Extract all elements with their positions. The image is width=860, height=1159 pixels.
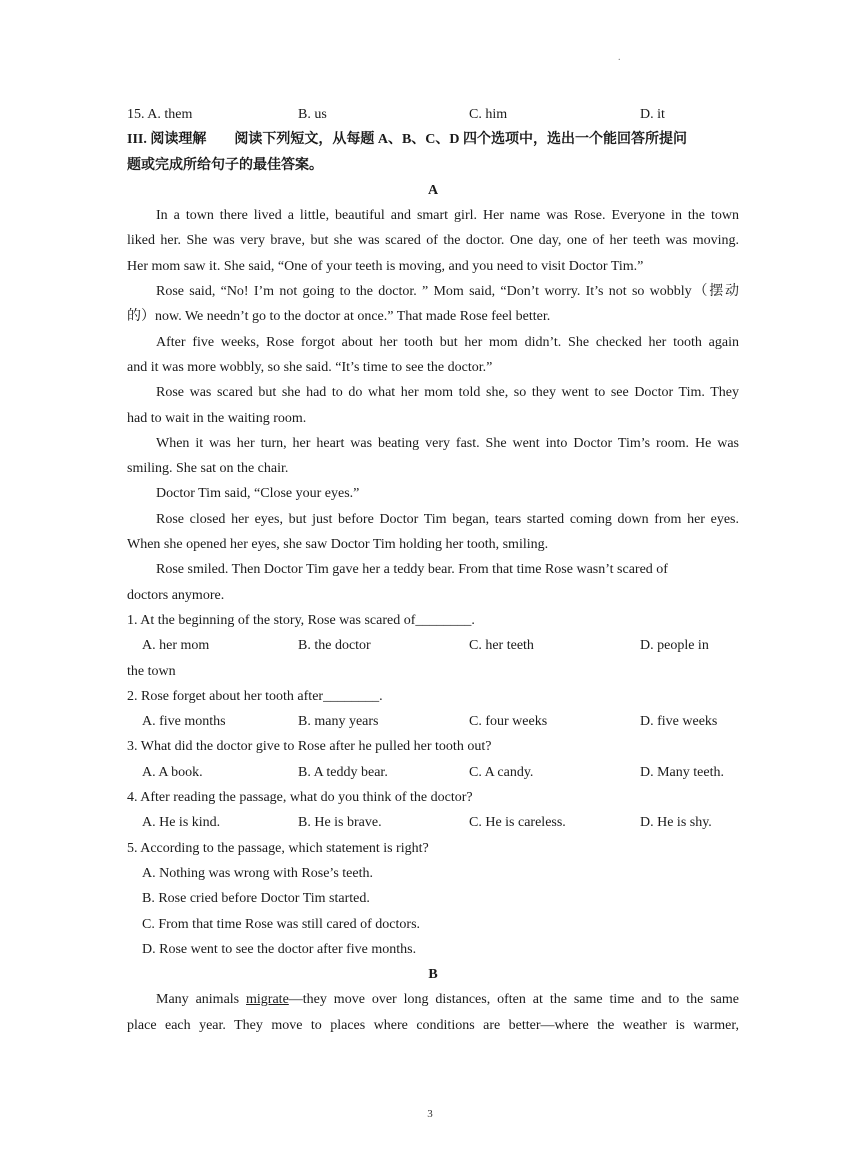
question-3-options bbox=[127, 760, 739, 785]
q5-option-a: A. Nothing was wrong with Rose’s teeth. bbox=[142, 865, 373, 881]
passage-b-p1-rest: —they move over long distances, often at the same time and to the same bbox=[288, 992, 739, 1008]
underlined-word-migrate: migrate bbox=[246, 992, 289, 1008]
q3-option-b: B. A teddy bear. bbox=[298, 764, 388, 780]
passage-b-p1-line2: place each year. They move to places where conditions are better—where the weather is warmer, bbox=[127, 1017, 739, 1033]
question-4-stem: 4. After reading the passage, what do you think of the doctor? bbox=[127, 790, 473, 806]
passage-b-heading: B bbox=[428, 967, 438, 983]
q2-option-b: B. many years bbox=[298, 714, 379, 730]
passage-a-p5-line1: When it was her turn, her heart was beating very fast. She went into Doctor Tim’s room. He was bbox=[156, 435, 739, 451]
q1-option-b: B. the doctor bbox=[298, 638, 371, 654]
q4-option-b: B. He is brave. bbox=[298, 815, 382, 831]
passage-a-p6-line1: Doctor Tim said, “Close your eyes.” bbox=[156, 486, 360, 502]
page-number: 3 bbox=[427, 1108, 433, 1120]
q1-option-d: D. people in bbox=[640, 638, 709, 654]
q5-option-b: B. Rose cried before Doctor Tim started. bbox=[142, 891, 370, 907]
passage-b-p1-start: Many animals bbox=[156, 992, 247, 1008]
passage-a-p8-line1: Rose smiled. Then Doctor Tim gave her a teddy bear. From that time Rose wasn’t scared of bbox=[156, 562, 668, 578]
top-mark: . bbox=[618, 52, 621, 63]
q3-option-d: D. Many teeth. bbox=[640, 764, 724, 780]
passage-a-p7-line2: When she opened her eyes, she saw Doctor Tim holding her tooth, smiling. bbox=[127, 537, 549, 553]
q1-option-a: A. her mom bbox=[142, 638, 210, 654]
passage-a-p1-line2: liked her. She was very brave, but she was scared of the doctor. One day, one of her teeth was moving. bbox=[127, 233, 739, 249]
passage-a-heading: A bbox=[427, 182, 439, 198]
section-instructions-line2: 题或完成所给句子的最佳答案。 bbox=[127, 157, 323, 173]
passage-a-p1-line1: In a town there lived a little, beautiful and smart girl. Her name was Rose. Everyone in the town bbox=[156, 208, 739, 224]
passage-a-p3-line1: After five weeks, Rose forgot about her tooth but her mom didn’t. She checked her tooth again bbox=[156, 334, 739, 350]
question-1-options bbox=[127, 633, 739, 658]
page-content bbox=[127, 102, 739, 1038]
passage-a-p4-line2: had to wait in the waiting room. bbox=[127, 410, 307, 426]
q1-stem-text: 1. At the beginning of the story, Rose was scared of bbox=[127, 612, 416, 628]
q15-option-d: D. it bbox=[640, 107, 665, 122]
q5-option-c: C. From that time Rose was still cared of doctors. bbox=[142, 916, 421, 932]
q3-option-a: A. A book. bbox=[142, 764, 203, 780]
passage-a-p3-line2: and it was more wobbly, so she said. “It’s time to see the doctor.” bbox=[127, 359, 493, 375]
q1-option-d-continued: the town bbox=[127, 663, 176, 679]
q2-option-a: A. five months bbox=[142, 714, 226, 730]
question-2-stem bbox=[127, 684, 739, 709]
q5-option-d: D. Rose went to see the doctor after five months. bbox=[142, 941, 417, 957]
passage-a-p8-line2: doctors anymore. bbox=[127, 587, 225, 603]
question-3-stem: 3. What did the doctor give to Rose after he pulled her tooth out? bbox=[127, 739, 492, 755]
q2-option-d: D. five weeks bbox=[640, 714, 718, 730]
passage-a-p2-line1: Rose said, “No! I’m not going to the doctor. ” Mom said, “Don’t worry. It’s not so wobbly（摆动 bbox=[156, 284, 739, 300]
passage-a-p4-line1: Rose was scared but she had to do what her mom told she, so they went to see Doctor Tim. They bbox=[156, 385, 739, 401]
passage-b-p1-line1 bbox=[127, 987, 739, 1012]
q1-option-c: C. her teeth bbox=[469, 638, 534, 654]
q4-option-a: A. He is kind. bbox=[142, 815, 221, 831]
question-15-options bbox=[127, 102, 739, 127]
q4-option-d: D. He is shy. bbox=[640, 815, 712, 831]
q4-option-c: C. He is careless. bbox=[469, 815, 566, 831]
q2-stem-text: 2. Rose forget about her tooth after bbox=[127, 688, 324, 704]
q15-option-a: 15. A. them bbox=[127, 107, 193, 122]
passage-a-p7-line1: Rose closed her eyes, but just before Doctor Tim began, tears started coming down from her eyes. bbox=[156, 511, 739, 527]
question-1-stem bbox=[127, 608, 739, 633]
q1-blank: ________ bbox=[415, 612, 472, 628]
q3-option-c: C. A candy. bbox=[469, 764, 534, 780]
section-instructions-line1: III. 阅读理解 阅读下列短文，从每题 A、B、C、D 四个选项中，选出一个能回答所提问 bbox=[127, 132, 688, 148]
q2-option-c: C. four weeks bbox=[469, 714, 548, 730]
q2-blank: ________ bbox=[323, 688, 380, 704]
question-2-options bbox=[127, 709, 739, 734]
q15-option-c: C. him bbox=[469, 107, 508, 122]
q15-option-b: B. us bbox=[298, 107, 327, 122]
passage-a-p5-line2: smiling. She sat on the chair. bbox=[127, 461, 289, 477]
question-5-stem: 5. According to the passage, which statement is right? bbox=[127, 840, 429, 856]
question-4-options bbox=[127, 810, 739, 835]
q2-stem-end: . bbox=[379, 688, 383, 704]
passage-a-p2-line2: 的）now. We needn’t go to the doctor at once.” That made Rose feel better. bbox=[127, 309, 551, 325]
passage-a-p1-line3: Her mom saw it. She said, “One of your teeth is moving, and you need to visit Doctor Tim.” bbox=[127, 258, 644, 274]
q1-stem-end: . bbox=[471, 612, 475, 628]
